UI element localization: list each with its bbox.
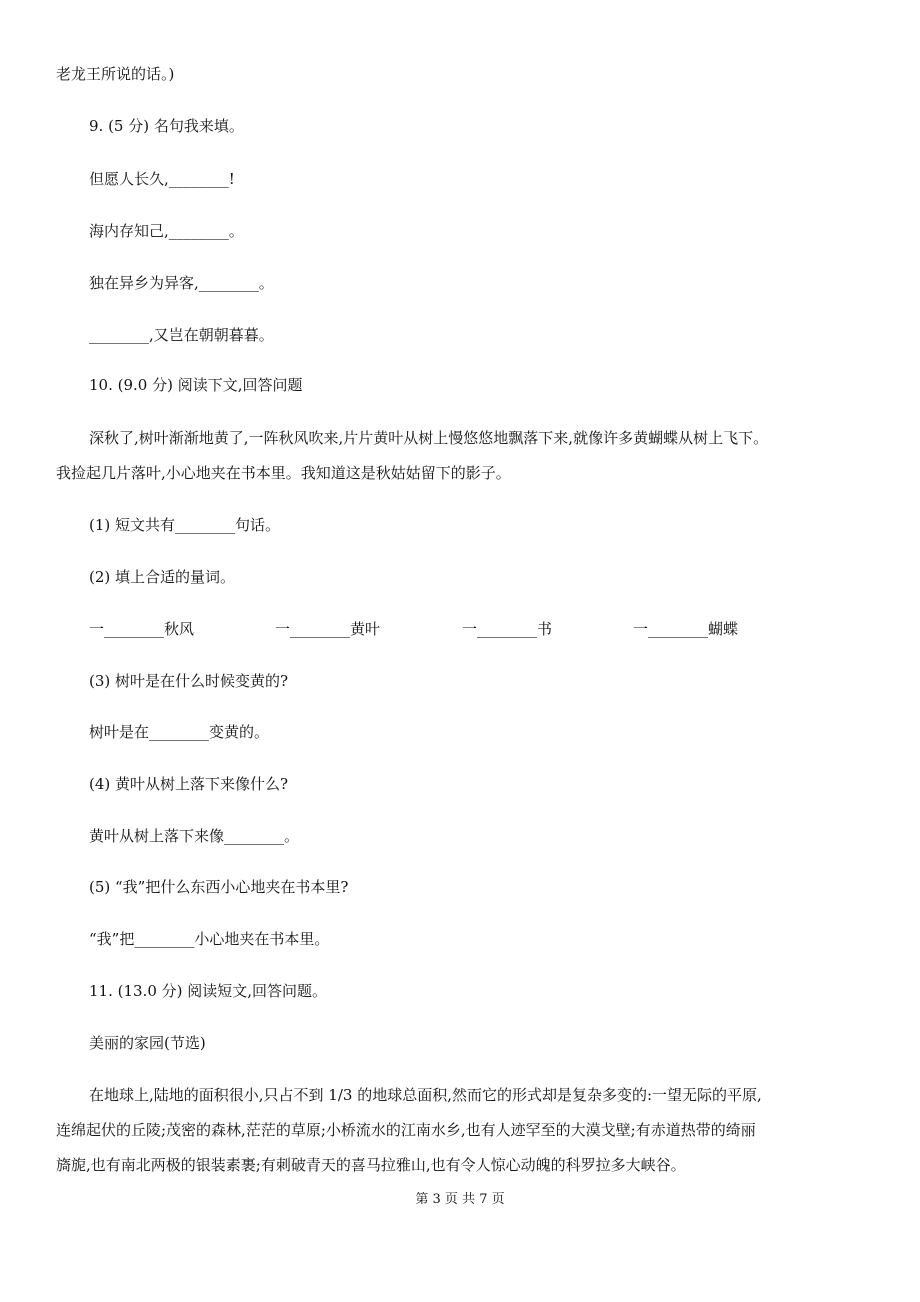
question-9-header: 9. (5 分) 名句我来填。 — [89, 117, 244, 135]
question-9-line-b: 海内存知己,________。 — [89, 222, 244, 240]
question-10-sub-3-answer: 树叶是在________变黄的。 — [89, 723, 270, 741]
question-10-sub-5: (5) “我”把什么东西小心地夹在书本里? — [89, 878, 349, 896]
question-10-sub-4: (4) 黄叶从树上落下来像什么? — [89, 775, 289, 793]
question-10-sub-1: (1) 短文共有________句话。 — [89, 516, 281, 534]
continued-text: 老龙王所说的话。) — [56, 65, 175, 83]
question-10-sub-2: (2) 填上合适的量词。 — [89, 568, 236, 586]
question-10-header: 10. (9.0 分) 阅读下文,回答问题 — [89, 376, 303, 394]
measure-word-item-2: 一________黄叶 — [275, 620, 381, 638]
question-10-passage-line-2: 我捡起几片落叶,小心地夹在书本里。我知道这是秋姑姑留下的影子。 — [56, 464, 511, 482]
question-10-sub-4-answer: 黄叶从树上落下来像________。 — [89, 827, 300, 845]
question-9-line-a: 但愿人长久,________! — [89, 170, 235, 188]
question-10-passage-line-1: 深秋了,树叶渐渐地黄了,一阵秋风吹来,片片黄叶从树上慢悠悠地飘落下来,就像许多黄蝴蝶从树上飞下。 — [89, 429, 769, 447]
question-11-passage-line-1: 在地球上,陆地的面积很小,只占不到 1/3 的地球总面积,然而它的形式却是复杂多变的:一望无际的平原, — [89, 1086, 762, 1104]
question-10-sub-3: (3) 树叶是在什么时候变黄的? — [89, 672, 289, 690]
question-11-passage-line-3: 旖旎,也有南北两极的银装素裹;有刺破青天的喜马拉雅山,也有令人惊心动魄的科罗拉多大峡谷。 — [56, 1156, 686, 1174]
question-10-sub-5-answer: “我”把________小心地夹在书本里。 — [89, 930, 330, 948]
question-11-passage-title: 美丽的家园(节选) — [89, 1034, 206, 1052]
question-9-line-d: ________,又岂在朝朝暮暮。 — [89, 326, 274, 344]
measure-word-item-3: 一________书 — [462, 620, 553, 638]
measure-word-item-1: 一________秋风 — [89, 620, 195, 638]
question-11-header: 11. (13.0 分) 阅读短文,回答问题。 — [89, 982, 328, 1000]
measure-word-item-4: 一________蝴蝶 — [633, 620, 739, 638]
page-number-footer: 第 3 页 共 7 页 — [415, 1192, 505, 1207]
question-9-line-c: 独在异乡为异客,________。 — [89, 274, 274, 292]
question-11-passage-line-2: 连绵起伏的丘陵;茂密的森林,茫茫的草原;小桥流水的江南水乡,也有人迹罕至的大漠戈壁;有赤道热带的绮丽 — [56, 1121, 756, 1139]
